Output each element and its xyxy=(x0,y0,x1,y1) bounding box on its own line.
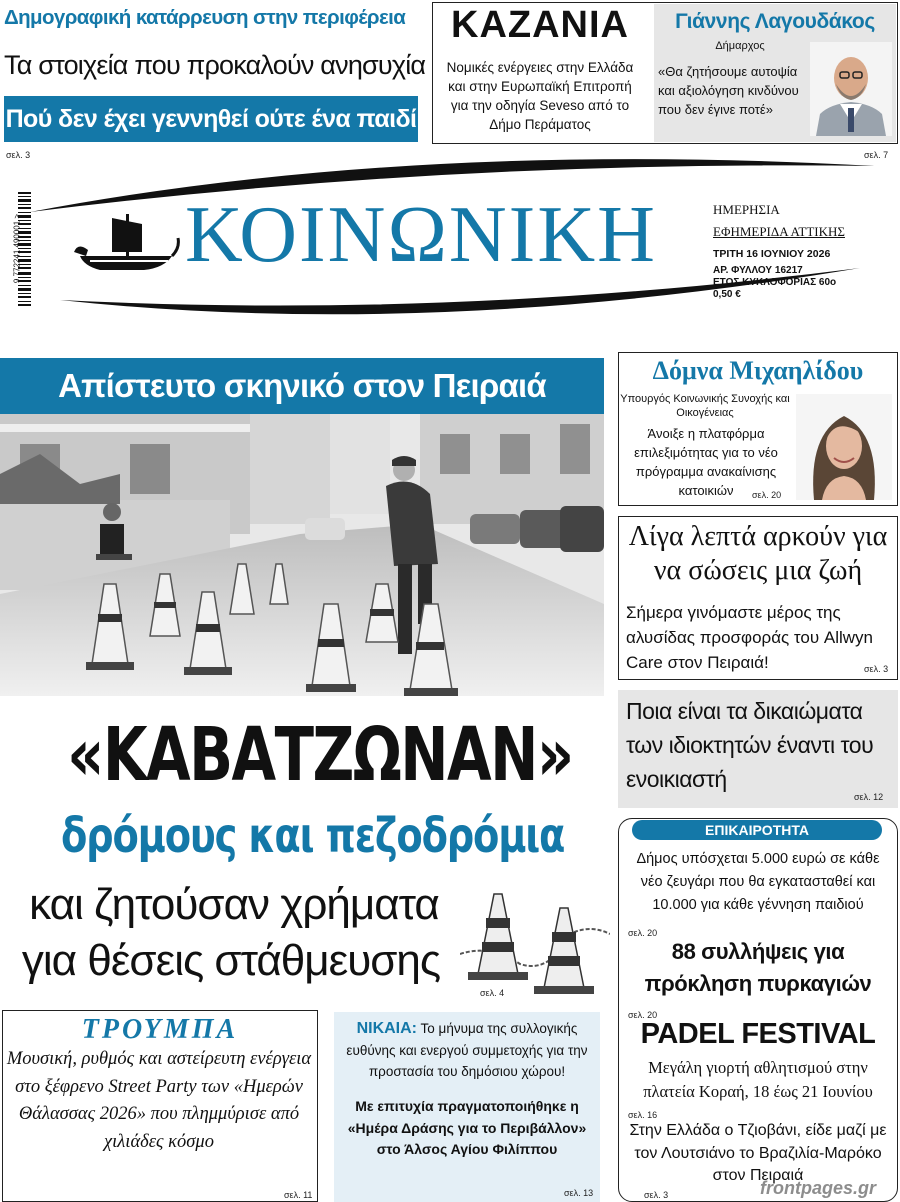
news-item-3-text: Μεγάλη γιορτή αθλητισμού στην πλατεία Κοραή, 18 έως 21 Ιουνίου xyxy=(643,1058,873,1101)
save-life-text: Σήμερα γινόμαστε μέρος της αλυσίδας προσφοράς του Allwyn Care στον Πειραιά! xyxy=(626,603,874,672)
main-story-photo xyxy=(0,414,604,696)
save-life-title: Λίγα λεπτά αρκούν για να σώσεις μια ζωή xyxy=(628,521,888,586)
demographics-banner: Πού δεν έχει γεννηθεί ούτε ένα παιδί xyxy=(4,96,418,142)
save-life-page-ref: σελ. 3 xyxy=(864,664,889,674)
news-item-3-title: PADEL FESTIVAL xyxy=(640,1018,876,1050)
mayor-role: Δήμαρχος xyxy=(715,40,765,52)
masthead-daily: ΗΜΕΡΗΣΙΑ xyxy=(713,202,780,217)
troumpa-page-ref: σελ. 11 xyxy=(284,1190,313,1200)
barcode-number: 9 772241 490001 > xyxy=(12,213,22,284)
mayor-page-ref: σελ. 7 xyxy=(864,150,889,160)
main-headline-2: δρόμους και πεζοδρόμια xyxy=(61,808,565,864)
domna-name: Δόμνα Μιχαηλίδου xyxy=(652,356,864,385)
news-item-4-page-ref: σελ. 3 xyxy=(644,1190,669,1200)
nikaia-bold-text: Με επιτυχία πραγματοποιήθηκε η «Ημέρα Δράσης για το Περιβάλλον» στο Άλσος Αγίου Φιλίππου xyxy=(347,1098,587,1157)
rights-page-ref: σελ. 12 xyxy=(854,792,884,802)
mayor-name: Γιάννης Λαγουδάκος xyxy=(675,10,875,33)
news-header: ΕΠΙΚΑΙΡΟΤΗΤΑ xyxy=(632,820,882,840)
main-headline-3b: για θέσεις στάθμευσης xyxy=(21,936,441,985)
domna-text: Άνοιξε η πλατφόρμα επιλεξιμότητας για το νέο πρόγραμμα ανακαίνισης κατοικιών xyxy=(634,426,778,498)
mayor-photo xyxy=(810,42,892,136)
ship-logo-icon xyxy=(72,212,182,274)
news-item-3-page-ref: σελ. 16 xyxy=(628,1110,658,1120)
masthead-issue: ΑΡ. ΦΥΛΛΟΥ 16217 xyxy=(713,265,803,276)
news-item-1: Δήμος υπόσχεται 5.000 ευρώ σε κάθε νέο ζευγάρι που θα εγκατασταθεί και 10.000 για κάθε γέννηση παιδιού xyxy=(636,851,880,913)
masthead-year: ΕΤΟΣ ΚΥΚΛΟΦΟΡΙΑΣ 60ο xyxy=(713,277,837,288)
news-item-4: Στην Ελλάδα ο Τζιοβάνι, είδε μαζί με τον Λουτσιάνο το Βραζιλία-Μαρόκο στον Πειραιά xyxy=(629,1122,887,1184)
demographics-subtitle: Τα στοιχεία που προκαλούν ανησυχία xyxy=(4,50,426,80)
traffic-cones-icon xyxy=(460,884,610,1000)
kazania-title: ΚΑΖΑΝΙΑ xyxy=(451,4,629,46)
nikaia-label: ΝΙΚΑΙΑ: xyxy=(356,1020,417,1037)
watermark: frontpages.gr xyxy=(760,1178,877,1198)
troumpa-text: Μουσική, ρυθμός και αστείρευτη ενέργεια στο ξέφρενο Street Party των «Ημερών Θάλασσας 2026» που πλημμύρισε από χιλιάδες κόσμο xyxy=(6,1049,312,1152)
news-item-1-page-ref: σελ. 20 xyxy=(628,928,658,938)
masthead-title: ΚΟΙΝΩΝΙΚΗ xyxy=(185,191,657,279)
domna-role: Υπουργός Κοινωνικής Συνοχής και Οικογένειας xyxy=(620,393,790,419)
domna-page-ref: σελ. 20 xyxy=(752,490,782,500)
main-story-banner: Απίστευτο σκηνικό στον Πειραιά xyxy=(0,358,604,414)
masthead-newspaper: ΕΦΗΜΕΡΙΔΑ ΑΤΤΙΚΗΣ xyxy=(713,224,845,239)
news-item-2-page-ref: σελ. 20 xyxy=(628,1010,658,1020)
nikaia-page-ref: σελ. 13 xyxy=(564,1188,594,1198)
mayor-quote: «Θα ζητήσουμε αυτοψία και αξιολόγηση κινδύνου που δεν έγινε ποτέ» xyxy=(658,64,799,117)
nikaia-text xyxy=(338,1018,596,1083)
troumpa-title: ΤΡΟΥΜΠΑ xyxy=(81,1014,239,1045)
rights-text: Ποια είναι τα δικαιώματα των ιδιοκτητών έναντι του ενοικιαστή xyxy=(626,698,874,792)
masthead-price: 0,50 € xyxy=(713,289,741,300)
domna-photo xyxy=(796,394,892,500)
demographics-title: Δημογραφική κατάρρευση στην περιφέρεια xyxy=(4,6,406,29)
nikaia-body: Το μήνυμα της συλλογικής ευθύνης και ενεργού συμμετοχής για την προστασία του δημόσιου χώρου! xyxy=(346,1021,588,1079)
main-headline-3a: και ζητούσαν χρήματα xyxy=(29,880,439,929)
masthead-date: ΤΡΙΤΗ 16 ΙΟΥΝΙΟΥ 2026 xyxy=(713,248,831,260)
main-story-page-ref: σελ. 4 xyxy=(480,988,505,998)
demographics-page-ref: σελ. 3 xyxy=(6,150,31,160)
kazania-text: Νομικές ενέργειες στην Ελλάδα και στην Ευρωπαϊκή Επιτροπή για την οδηγία Seveso από το Δήμο Περάματος xyxy=(446,60,634,132)
news-item-2: 88 συλλήψεις για πρόκληση πυρκαγιών xyxy=(644,939,872,996)
main-headline: «ΚΑΒΑΤΖΩΝΑΝ» xyxy=(67,712,573,798)
